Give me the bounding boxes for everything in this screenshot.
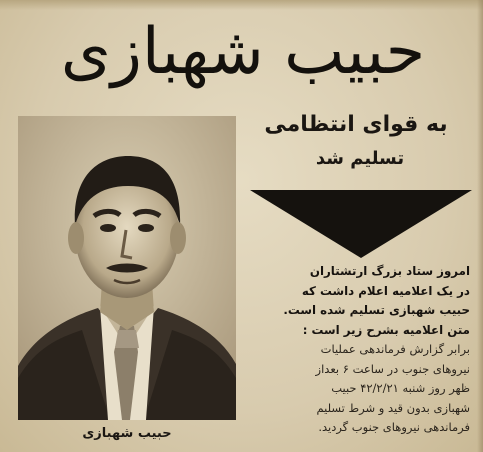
portrait-photo [18, 116, 236, 420]
article-line: در یک اعلامیه اعلام داشت که [301, 283, 470, 298]
headline: حبیب شهبازی [60, 15, 426, 89]
article-line: امروز ستاد بزرگ ارتشتاران [309, 264, 470, 278]
article-line: متن اعلامیه بشرح زیر است : [302, 322, 470, 337]
black-triangle-ornament [250, 190, 472, 258]
article-body [238, 262, 470, 438]
article-line: نیروهای جنوب در ساعت ۶ بعداز [315, 361, 470, 376]
article-line: برابر گزارش فرماندهی عملیات [320, 342, 470, 356]
paper-fold-shadow [477, 0, 483, 452]
article-line: حبیب شهبازی تسلیم شده است. [283, 303, 470, 317]
article-line: شهبازی بدون قید و شرط تسلیم [316, 400, 470, 415]
subheadline-line-2: تسلیم شد [315, 148, 405, 169]
article-line: ظهر روز شنبه ۴۲/۲/۲۱ حبیب [331, 381, 470, 395]
subheadline-line-1: به قوای انتظامی [264, 112, 448, 137]
photo-caption: حبیب شهبازی [82, 426, 172, 441]
portrait-illustration [18, 116, 236, 420]
article-line: فرماندهی نیروهای جنوب گردید. [318, 420, 470, 434]
